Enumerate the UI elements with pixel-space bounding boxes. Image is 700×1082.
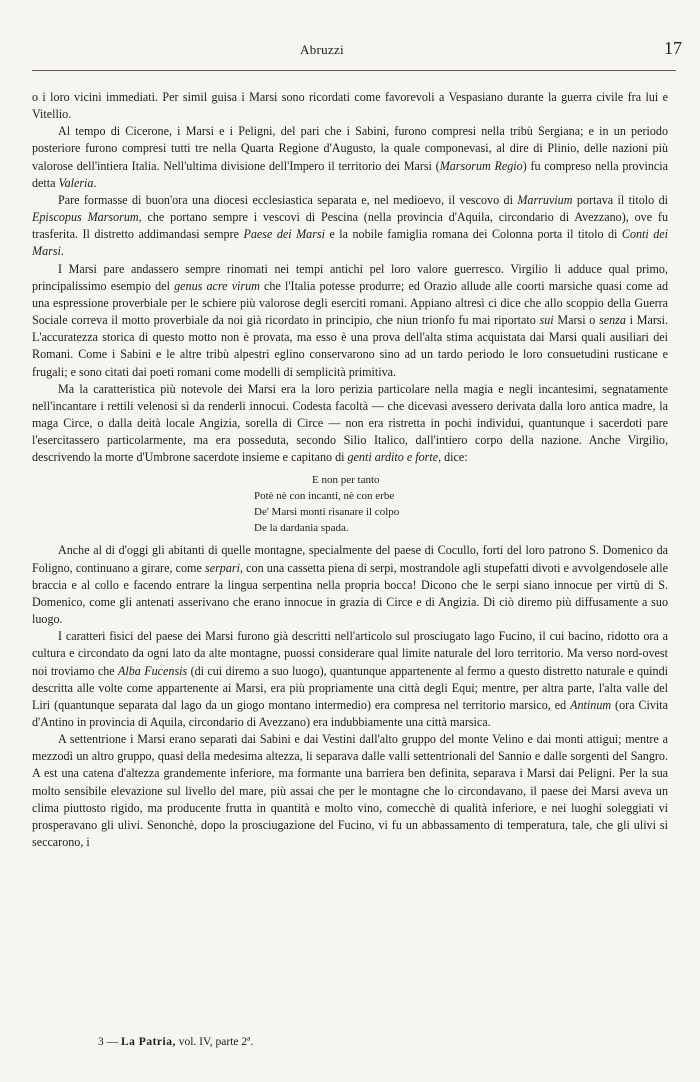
verse-quotation (32, 472, 668, 536)
text-run: Pare formasse di buon'ora una diocesi ecclesiastica separata e, nel medioevo, il vescovo di (58, 192, 518, 207)
verse-line: Potè nè con incanti, nè con erbe (254, 490, 395, 503)
footer-prefix: 3 — (98, 1036, 121, 1048)
paragraphs-after-verse (32, 542, 668, 851)
header-rule (32, 70, 676, 71)
text-run: Anche al di d'oggi gli abitanti di quelle montagne, specialmente del paese di Cocullo, forti del loro patrono S. Domenico da Foligno, continuano a girare, come (32, 543, 668, 575)
italic-text: Marruvium (517, 192, 573, 207)
paragraph (32, 628, 668, 731)
verse-line: De la dardania spada. (254, 522, 349, 535)
paragraph (32, 123, 668, 192)
paragraph (32, 192, 668, 261)
italic-text: Alba Fucensis (118, 663, 188, 678)
text-run: , che portano sempre i vescovi di Pescina (nella provincia d'Aquila, circondario di Avezzano), ove fu trasferita. Il distretto addimandasi sempre (32, 210, 668, 242)
verse-line: E non per tanto (312, 474, 380, 487)
text-run: (di cui diremo a suo luogo), quantunque appartenente al fermo a questo distretto naturale e quindi descritta alle volte come appartenente ai Marsi, era più propriamente una città degli Equi; mentre, per altra parte, l'alta valle del Liri (quantunque separata dal lago da un giogo montano intermedio) era compresa nel territorio marsico, ed (32, 663, 668, 712)
italic-text: genti ardito e forte, (347, 450, 442, 465)
running-title: Abruzzi (300, 42, 344, 57)
text-run: (ora Civita d'Antino in provincia di Aquila, circondario di Avezzano) era indubbiamente una città marsica. (32, 697, 669, 729)
text-run: portava il titolo di (572, 192, 668, 207)
paragraphs-before-verse (32, 89, 668, 466)
italic-text: Paese dei Marsi (243, 227, 325, 242)
text-run: e la nobile famiglia romana dei Colonna porta il titolo di (324, 227, 622, 242)
italic-text: Conti dei Marsi (32, 227, 669, 259)
footer-suffix: vol. IV, parte 2ª. (175, 1036, 254, 1048)
italic-text: genus acre virum (174, 278, 260, 293)
page-number: 17 (664, 38, 682, 58)
page-body (32, 89, 668, 851)
verse-line: De' Marsi monti risanare il colpo (254, 506, 400, 519)
text-run: che l'Italia potesse produrre; ed Orazio allude alle coorti marsiche quasi come ad una espressione proverbiale per le schiere più valorose degli eserciti romani. Appiano altresì ci dice che allo scoppio della Guerra Sociale correva il motto proverbiale da noi già ricordato in principio, che niun trionfo fu mai riportato (32, 278, 668, 328)
text-run: dice: (441, 450, 468, 465)
paragraph (32, 542, 668, 628)
text-run: Ma la caratteristica più notevole dei Marsi era la loro perizia particolare nella magia e negli incantesimi, segnatamente nell'incantare i rettili velenosi sì da renderli innocui. Codesta facoltà — che dicevasi avessero derivata dalla loro antica madre, la maga Circe, o dalla deità locale Angizia, sorella di Circe — non era ristretta in pochi individui, quantunque i sacerdoti pare l'esercitassero particolarmente, ma era posseduta, secondo Silio Italico, dall'intiero corpo della nazione. Anche Virgilio, descrivendo la morte d'Umbrone sacerdote insieme e capitano di (32, 381, 668, 465)
paragraph (32, 261, 668, 381)
text-run: I caratteri fisici del paese dei Marsi furono già descritti nell'articolo sul prosciugato lago Fucino, il cui bacino, ridotto ora a cultura e circondato da ogni lato da alte montagne, puossi considerare qual limite naturale del loro territorio. Ma verso nord-ovest noi troviamo che (32, 629, 668, 678)
paragraph (32, 381, 668, 467)
text-run: ) fu compreso nella provincia detta (32, 158, 668, 190)
text-run: Al tempo di Cicerone, i Marsi e i Peligni, del pari che i Sabini, furono compresi nella tribù Sergiana; e in un periodo posteriore furono compresi tutti tre nella Quarta Regione d'Augusto, la quale componevasi, al dire di Plinio, delle nazioni più valorose dell'intiera Italia. Nell'ultima divisione dell'Impero il territorio dei Marsi ( (32, 124, 668, 173)
italic-text: Marsorum Regio (439, 158, 523, 173)
text-run: i Marsi. L'accuratezza storica di questo motto non è provata, ma esso è una prova dell'alta stima acquistata dai Marsi quali ausiliari dei Romani. Come i Sabini e le altre tribù alpestri eglino conservarono sino ad un tardo periodo le loro consuetudini rusticane e frugali; e sono citati dai poeti romani come modelli di semplicità primitiva. (32, 313, 668, 379)
text-run: A settentrione i Marsi erano separati dai Sabini e dai Vestini dall'alto gruppo del monte Velino e dai monti attigui; mentre a mezzodì un altro gruppo, quasi della medesima altezza, li separava dalle valli settentrionali del Sannio e dalle sorgenti del Sangro. A est una catena d'altezza grandemente inferiore, ma formante una barriera ben definita, separava i Marsi dai Peligni. Per la sua molto sensibile elevazione sul livello del mare, più assai che per le montagne che lo circondavano, il paese dei Marsi aveva un clima piuttosto rigido, ma producente frutta in quantità e molto vino, comecchè di qualità inferiore, e nei luoghi soleggiati vi prosperavano gli ulivi. Senonchè, dopo la prosciugazione del Fucino, vi fu un abbassamento di temperatura, tale, che gli ulivi si seccarono, i (32, 732, 668, 850)
italic-text: Antinum (570, 697, 612, 712)
italic-text: sui (539, 313, 554, 328)
italic-text: Episcopus Marsorum (32, 210, 139, 225)
text-run: , con una cassetta piena di serpi, mostrandole agli stupefatti divoti e avvolgendosele alle braccia e al collo e facendo entrare la lingua serpentina nella propria bocca! Dicono che le serpi siano innocue per virtù di S. Domenico, come gli antenati asserivano che erano innocue in grazia di Circe e di Angizia. Di ciò diremo più diffusamente a suo luogo. (32, 560, 668, 627)
footer-brand: La Patria, (121, 1036, 176, 1048)
paragraph (32, 731, 668, 851)
text-run: I Marsi pare andassero sempre rinomati nei tempi antichi pel loro valore guerresco. Virgilio li adduce qual primo, principalissimo esempio del (32, 261, 668, 293)
paragraph (32, 89, 668, 123)
text-run: . (93, 175, 97, 190)
italic-text: Valeria (58, 175, 94, 190)
italic-text: serpari (205, 560, 240, 575)
text-run: Marsi o (553, 313, 600, 328)
text-run: o i loro vicini immediati. Per simil guisa i Marsi sono ricordati come favorevoli a Vespasiano durante la guerra civile fra lui e Vitellio. (32, 90, 668, 122)
page-footer (98, 1036, 253, 1048)
text-run: . (60, 244, 64, 259)
page-header (32, 38, 682, 68)
italic-text: senza (599, 313, 626, 328)
